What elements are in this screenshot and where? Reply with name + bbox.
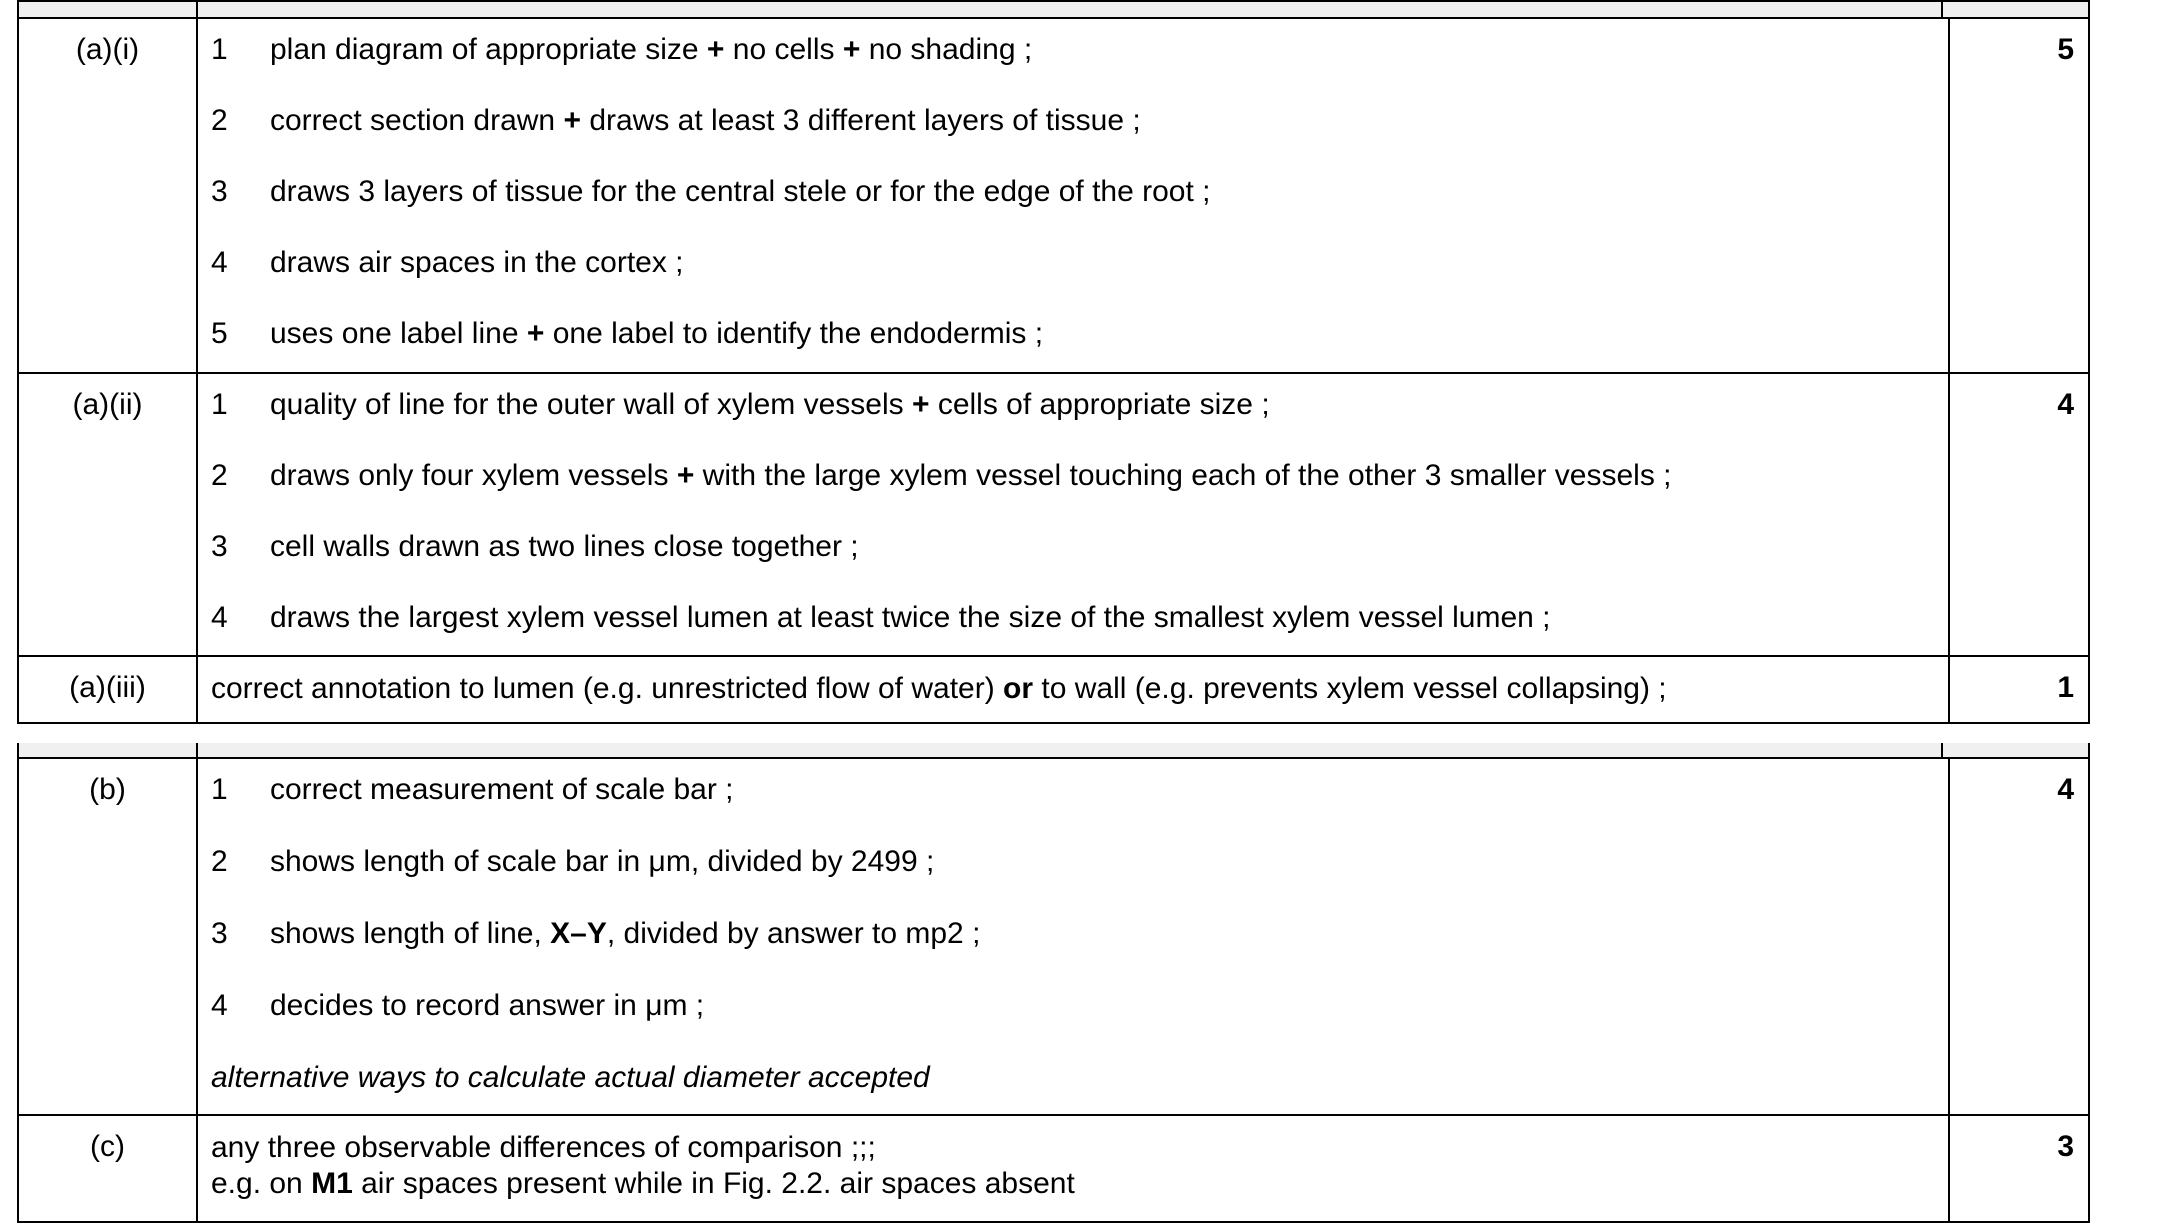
- marking-point: [211, 104, 1948, 175]
- marking-point: [211, 459, 1948, 530]
- point-number: 2: [211, 104, 228, 137]
- table-row: [19, 759, 2088, 1116]
- answer-cell: [198, 1116, 1950, 1221]
- marking-point: [211, 530, 1948, 601]
- point-text: draws 3 layers of tissue for the central stele or for the edge of the root ;: [270, 175, 1211, 208]
- point-number: 1: [211, 388, 228, 421]
- point-text: draws the largest xylem vessel lumen at least twice the size of the smallest xylem vessel lumen ;: [270, 601, 1551, 634]
- marking-point: [211, 388, 1948, 459]
- marking-point: [211, 773, 1948, 845]
- table-header-band: [19, 743, 2088, 759]
- point-text: plan diagram of appropriate size + no cells + no shading ;: [270, 33, 1033, 66]
- marking-point: [211, 175, 1948, 246]
- answer-text: correct annotation to lumen (e.g. unrestricted flow of water) or to wall (e.g. prevents xylem vessel collapsing) ;: [211, 672, 1667, 705]
- table-row: [19, 374, 2088, 657]
- mark-scheme-table-b: [17, 743, 2090, 1223]
- question-number: (a)(iii): [19, 657, 198, 724]
- point-number: 2: [211, 459, 228, 492]
- point-number: 3: [211, 530, 228, 563]
- point-number: 1: [211, 773, 228, 806]
- point-text: correct measurement of scale bar ;: [270, 773, 734, 806]
- point-text: draws only four xylem vessels + with the large xylem vessel touching each of the other 3 smaller vessels ;: [270, 459, 1672, 492]
- marking-point: [211, 33, 1948, 104]
- point-number: 4: [211, 989, 228, 1022]
- marking-point: [211, 845, 1948, 917]
- question-number: (c): [19, 1116, 198, 1221]
- point-text: uses one label line + one label to identify the endodermis ;: [270, 317, 1044, 350]
- point-number: 4: [211, 601, 228, 634]
- answer-text-line-2: e.g. on M1 air spaces present while in Fig. 2.2. air spaces absent: [211, 1167, 1075, 1200]
- marks-value: 4: [2057, 388, 2074, 421]
- point-number: 3: [211, 917, 228, 950]
- point-number: 3: [211, 175, 228, 208]
- answer-text-line-1: any three observable differences of comparison ;;;: [211, 1131, 876, 1164]
- mark-scheme-table-a: [17, 0, 2090, 724]
- answer-cell: [198, 374, 1950, 655]
- point-text: quality of line for the outer wall of xylem vessels + cells of appropriate size ;: [270, 388, 1270, 421]
- point-number: 2: [211, 845, 228, 878]
- table-header-band: [19, 2, 2088, 19]
- table-row: [19, 19, 2088, 374]
- marks-value: 4: [2057, 773, 2074, 806]
- point-text: correct section drawn + draws at least 3 different layers of tissue ;: [270, 104, 1141, 137]
- question-number: (a)(i): [19, 19, 198, 372]
- point-number: 5: [211, 317, 228, 350]
- point-text: cell walls drawn as two lines close together ;: [270, 530, 859, 563]
- point-text: decides to record answer in μm ;: [270, 989, 705, 1022]
- answer-cell: [198, 657, 1950, 724]
- question-number: (a)(ii): [19, 374, 198, 655]
- answer-cell: [198, 759, 1950, 1114]
- marks-value: 5: [2057, 33, 2074, 66]
- answer-cell: [198, 19, 1950, 372]
- point-number: 1: [211, 33, 228, 66]
- point-text: draws air spaces in the cortex ;: [270, 246, 684, 279]
- marks-value: 1: [2057, 671, 2074, 704]
- alternative-note: alternative ways to calculate actual diameter accepted: [211, 1061, 930, 1094]
- table-row: [19, 657, 2088, 724]
- point-number: 4: [211, 246, 228, 279]
- marks-value: 3: [2057, 1130, 2074, 1163]
- point-text: shows length of line, X–Y, divided by answer to mp2 ;: [270, 917, 981, 950]
- marking-point: [211, 989, 1948, 1061]
- point-text: shows length of scale bar in μm, divided by 2499 ;: [270, 845, 935, 878]
- marking-point: [211, 246, 1948, 317]
- marking-point: [211, 917, 1948, 989]
- question-number: (b): [19, 759, 198, 1114]
- table-row: [19, 1116, 2088, 1221]
